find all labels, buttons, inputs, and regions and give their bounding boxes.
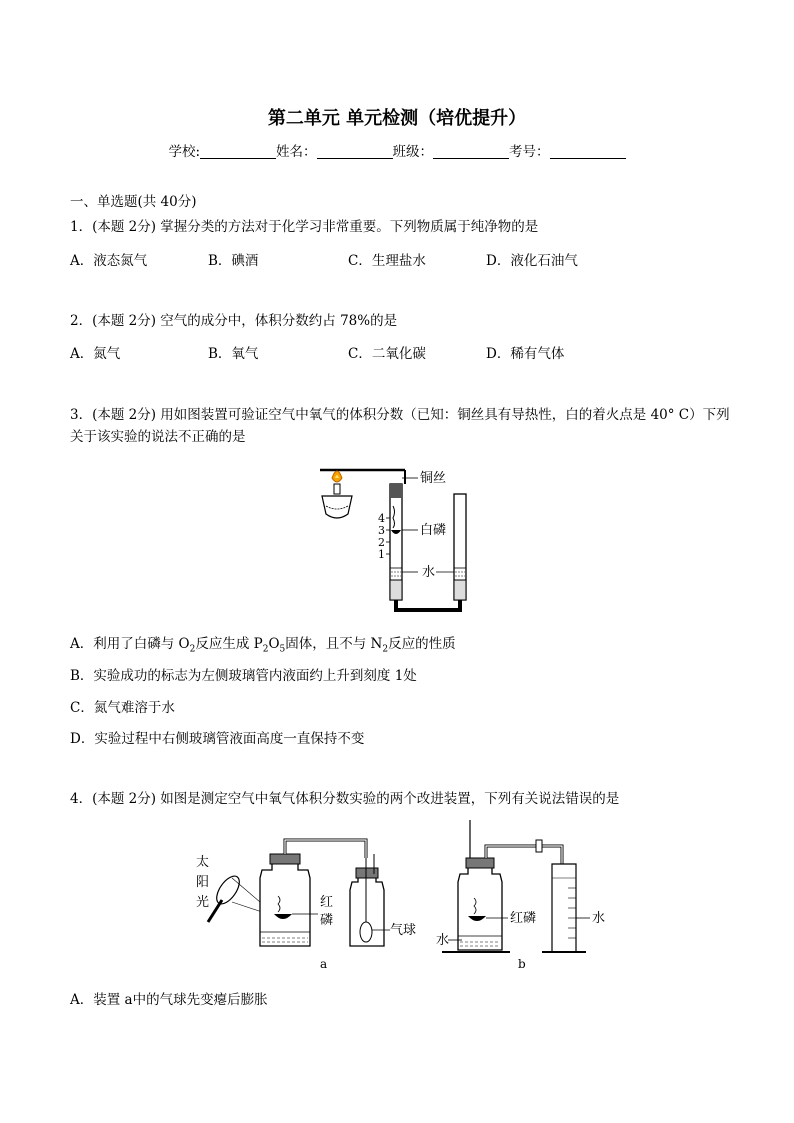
label-water: 水 <box>422 565 436 580</box>
q1-option-b[interactable]: B．碘酒 <box>208 253 259 269</box>
section-heading: 一、单选题(共 40分) <box>70 194 197 210</box>
q3-apparatus-figure <box>310 460 500 620</box>
label-b: b <box>518 957 526 971</box>
scale-3: 3 <box>378 524 385 537</box>
label-copper-wire: 铜丝 <box>420 471 447 486</box>
q1-option-a[interactable]: A．液态氮气 <box>70 253 148 269</box>
scale-4: 4 <box>378 512 385 525</box>
svg-text:太: 太 <box>196 855 210 870</box>
class-label: 班级： <box>392 144 434 160</box>
name-label: 姓名： <box>276 144 317 160</box>
balloon-icon <box>360 922 372 942</box>
label-water-left: 水 <box>436 933 450 948</box>
svg-text:阳: 阳 <box>196 875 210 890</box>
question-4-stem: 4．(本题 2分) 如图是测定空气中氧气体积分数实验的两个改进装置，下列有关说法错误的是 <box>70 791 620 807</box>
clamp-icon <box>536 840 542 852</box>
q1-option-c[interactable]: C．生理盐水 <box>348 253 426 269</box>
svg-text:光: 光 <box>196 895 210 910</box>
exam-no-label: 考号： <box>509 144 550 160</box>
label-white-phosphorus: 白磷 <box>420 523 447 538</box>
scale-1: 1 <box>378 548 385 561</box>
class-blank[interactable] <box>433 144 509 159</box>
apparatus-b <box>436 820 605 971</box>
q3-option-b[interactable]: B．实验成功的标志为左侧玻璃管内液面约上升到刻度 1处 <box>70 668 417 684</box>
alcohol-lamp-icon <box>322 471 352 518</box>
page-title: 第二单元 单元检测（培优提升） <box>267 108 527 129</box>
label-a: a <box>320 957 328 971</box>
q1-option-d[interactable]: D．液化石油气 <box>486 253 578 269</box>
label-red-phosphorus-b: 红磷 <box>510 911 537 926</box>
bottle-a <box>260 858 310 946</box>
q3-option-a[interactable]: A．利用了白磷与 $O_2$反应生成 $P_2O_5$固体，且不与 $N_2$反应的性质 <box>70 636 456 655</box>
magnifier-icon <box>212 872 243 907</box>
label-balloon: 气球 <box>390 923 417 938</box>
rubber-hose <box>396 600 460 610</box>
question-1-stem: 1．(本题 2分) 掌握分类的方法对于化学习非常重要。下列物质属于纯净物的是 <box>70 219 539 235</box>
question-2-stem: 2．(本题 2分) 空气的成分中，体积分数约占 78%的是 <box>70 313 398 329</box>
school-blank[interactable] <box>200 144 276 159</box>
q2-option-b[interactable]: B．氧气 <box>208 346 259 362</box>
exam-no-blank[interactable] <box>550 144 626 159</box>
label-water-right: 水 <box>592 911 606 926</box>
school-label: 学校: <box>168 144 201 160</box>
q2-option-c[interactable]: C．二氧化碳 <box>348 346 426 362</box>
q3-option-c[interactable]: C．氮气难溶于水 <box>70 700 175 716</box>
svg-text:磷: 磷 <box>320 913 334 928</box>
question-1-options <box>70 249 735 269</box>
scale-2: 2 <box>378 536 385 549</box>
student-info-line <box>0 140 794 160</box>
q3-option-d[interactable]: D．实验过程中右侧玻璃管液面高度一直保持不变 <box>70 731 365 747</box>
name-blank[interactable] <box>317 144 393 159</box>
svg-text:红: 红 <box>320 895 334 910</box>
bottle-b <box>458 862 502 950</box>
apparatus-a <box>196 818 416 971</box>
q4-apparatus-figure <box>190 818 610 974</box>
q2-option-d[interactable]: D．稀有气体 <box>486 346 565 362</box>
q2-option-a[interactable]: A．氮气 <box>70 346 121 362</box>
question-3-stem: 3．(本题 2分) 用如图装置可验证空气中氧气的体积分数（已知：铜丝具有导热性，白的着火点是 40° C）下列关于该实验的说法不正确的是 <box>70 407 730 445</box>
q4-option-a[interactable]: A．装置 a中的气球先变瘪后膨胀 <box>70 992 268 1008</box>
question-2-options <box>70 342 735 362</box>
